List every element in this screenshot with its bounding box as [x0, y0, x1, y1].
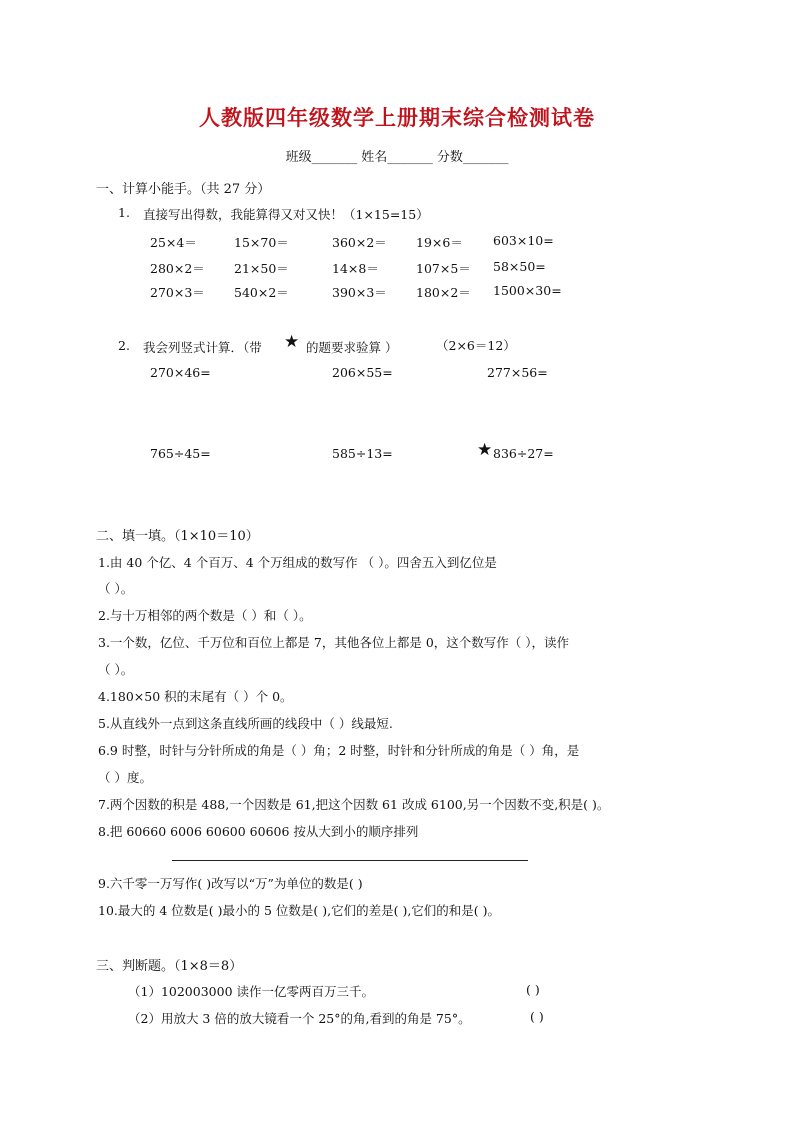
fill-item: （ ）。: [98, 662, 134, 677]
star-icon: ★: [284, 332, 300, 352]
oral-calc-item: 280×2＝: [150, 261, 205, 276]
answer-underline: [172, 860, 528, 861]
fill-item: 3.一个数，亿位、千万位和百位上都是 7，其他各位上都是 0，这个数写作（ ），读作: [98, 635, 570, 650]
vertical-calc-item: 836÷27=: [493, 446, 554, 461]
oral-calc-item: 107×5＝: [416, 261, 471, 276]
q2-text-a: 我会列竖式计算．（带: [143, 340, 262, 355]
section1-heading: 一、计算小能手。（共 27 分）: [96, 182, 271, 197]
judge-item-blank: ( ): [530, 1009, 544, 1024]
q1-label: 1.: [118, 205, 130, 220]
fill-item: 6.9 时整，时针与分针所成的角是（ ）角；2 时整，时针和分针所成的角是（ ）角，是: [98, 743, 580, 758]
oral-calc-item: 21×50＝: [234, 261, 289, 276]
oral-calc-item: 360×2＝: [332, 235, 387, 250]
fill-item: （ ）度。: [98, 770, 152, 785]
oral-calc-item: 1500×30=: [493, 283, 562, 298]
oral-calc-item: 390×3＝: [332, 285, 387, 300]
judge-item-blank: ( ): [526, 982, 540, 997]
vertical-calc-item: 277×56=: [487, 365, 548, 380]
q2-text-b: 的题要求验算 ）: [306, 340, 398, 355]
oral-calc-item: 540×2＝: [234, 285, 289, 300]
page-title: 人教版四年级数学上册期末综合检测试卷: [199, 106, 595, 130]
judge-item-text: （1）102003000 读作一亿零两百万三千。: [128, 984, 375, 999]
vertical-calc-item: 270×46=: [150, 365, 211, 380]
oral-calc-item: 14×8＝: [332, 261, 379, 276]
oral-calc-item: 19×6＝: [416, 235, 463, 250]
q2-score: （2×6＝12）: [436, 338, 516, 353]
fill-item: （ ）。: [98, 581, 134, 596]
student-info-line: 班级_______ 姓名_______ 分数_______: [285, 150, 509, 165]
fill-item: 10.最大的 4 位数是( )最小的 5 位数是( ),它们的差是( ),它们的和是( )。: [98, 903, 501, 918]
oral-calc-item: 270×3＝: [150, 285, 205, 300]
fill-item: 9.六千零一万写作( )改写以“万”为单位的数是( ): [98, 876, 363, 891]
oral-calc-item: 180×2＝: [416, 285, 471, 300]
q2-label: 2.: [118, 338, 130, 353]
judge-item-text: （2）用放大 3 倍的放大镜看一个 25°的角,看到的角是 75°。: [128, 1011, 471, 1026]
fill-item: 8.把 60660 6006 60600 60606 按从大到小的顺序排列: [98, 824, 419, 839]
fill-item: 5.从直线外一点到这条直线所画的线段中（ ）线最短.: [98, 716, 393, 731]
oral-calc-item: 25×4＝: [150, 235, 197, 250]
oral-calc-item: 603×10=: [493, 233, 554, 248]
fill-item: 4.180×50 积的末尾有（ ）个 0。: [98, 689, 293, 704]
q1-text: 直接写出得数，我能算得又对又快！（1×15=15）: [143, 207, 429, 222]
vertical-calc-item: 765÷45=: [150, 446, 211, 461]
oral-calc-item: 15×70＝: [234, 235, 289, 250]
vertical-calc-item: 585÷13=: [332, 446, 393, 461]
fill-item: 1.由 40 个亿、4 个百万、4 个万组成的数写作 （ ）。四舍五入到亿位是: [98, 555, 497, 570]
fill-item: 7.两个因数的积是 488,一个因数是 61,把这个因数 61 改成 6100,另一个因数不变,积是( )。: [98, 797, 610, 812]
section3-heading: 三、判断题。（1×8＝8）: [96, 959, 243, 974]
section2-heading: 二、填一填。（1×10＝10）: [96, 529, 259, 544]
fill-item: 2.与十万相邻的两个数是（ ）和（ ）。: [98, 608, 312, 623]
star-icon: ★: [477, 440, 493, 460]
vertical-calc-item: 206×55=: [332, 365, 393, 380]
oral-calc-item: 58×50=: [493, 259, 546, 274]
